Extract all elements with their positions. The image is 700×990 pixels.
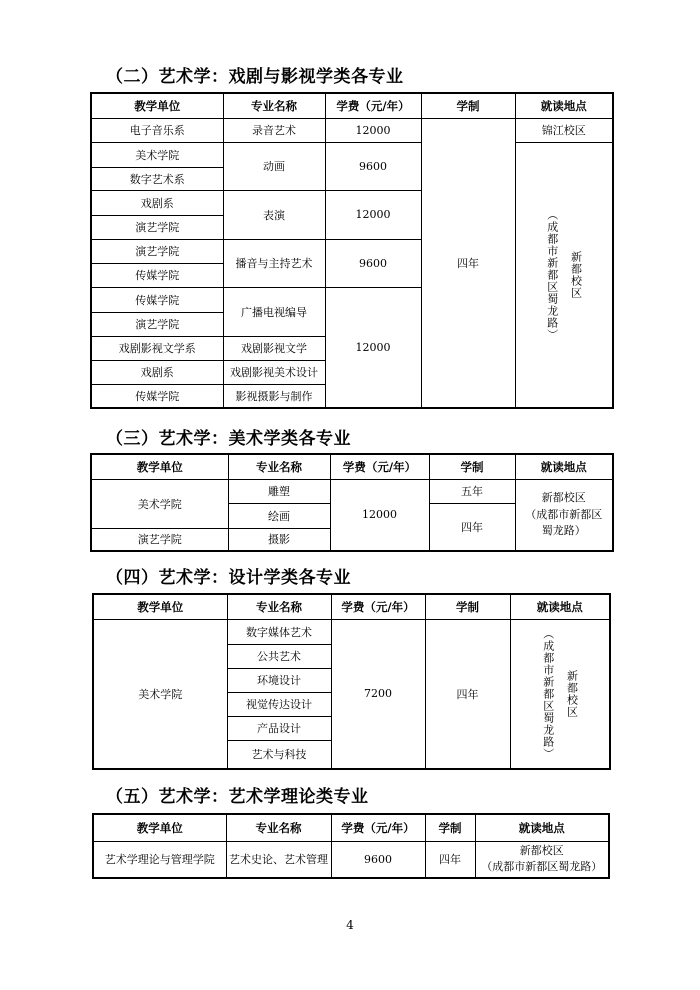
header-fee: 学费（元/年） <box>330 454 429 479</box>
header-unit: 教学单位 <box>93 594 227 619</box>
major-cell: 绘画 <box>228 503 330 528</box>
major-cell: 艺术与科技 <box>227 740 331 769</box>
unit-cell: 美术学院 <box>91 142 223 167</box>
unit-cell: 美术学院 <box>93 619 227 769</box>
unit-cell: 戏剧系 <box>91 190 223 215</box>
section4-table <box>92 593 611 770</box>
duration-cell: 五年 <box>429 479 515 503</box>
major-cell: 表演 <box>223 190 325 239</box>
unit-cell: 电子音乐系 <box>91 118 223 142</box>
unit-cell: 演艺学院 <box>91 312 223 336</box>
section5-title: （五）艺术学：艺术学理论类专业 <box>106 787 369 807</box>
major-cell: 播音与主持艺术 <box>223 239 325 287</box>
major-cell: 视觉传达设计 <box>227 692 331 716</box>
major-cell: 雕塑 <box>228 479 330 503</box>
unit-cell: 戏剧系 <box>91 360 223 384</box>
header-major: 专业名称 <box>228 454 330 479</box>
fee-cell: 9600 <box>325 142 421 190</box>
section4-title: （四）艺术学：设计学类各专业 <box>106 568 351 588</box>
header-major: 专业名称 <box>226 814 331 841</box>
location-main-label: 新都校区 <box>569 250 583 299</box>
major-cell: 录音艺术 <box>223 118 325 142</box>
table-row <box>93 841 609 878</box>
header-unit: 教学单位 <box>93 814 226 841</box>
major-cell: 影视摄影与制作 <box>223 384 325 408</box>
major-cell: 艺术史论、艺术管理 <box>226 841 331 878</box>
major-cell: 广播电视编导 <box>223 287 325 336</box>
unit-cell: 演艺学院 <box>91 239 223 263</box>
duration-cell: 四年 <box>425 619 510 769</box>
fee-cell: 12000 <box>330 479 429 551</box>
duration-cell: 四年 <box>421 118 515 408</box>
major-cell: 动画 <box>223 142 325 190</box>
unit-cell: 传媒学院 <box>91 384 223 408</box>
table-header-row <box>91 93 613 118</box>
unit-cell: 演艺学院 <box>91 528 228 551</box>
location-cell: 锦江校区 <box>515 118 613 142</box>
duration-cell: 四年 <box>425 841 475 878</box>
table-row <box>93 619 610 644</box>
fee-cell: 9600 <box>325 239 421 287</box>
duration-cell: 四年 <box>429 503 515 551</box>
major-cell: 公共艺术 <box>227 644 331 668</box>
location-cell <box>510 619 610 769</box>
header-major: 专业名称 <box>227 594 331 619</box>
header-major: 专业名称 <box>223 93 325 118</box>
fee-cell: 7200 <box>331 619 425 769</box>
location-main-label: 新都校区 <box>565 669 579 718</box>
header-fee: 学费（元/年） <box>325 93 421 118</box>
unit-cell: 演艺学院 <box>91 215 223 239</box>
major-cell: 摄影 <box>228 528 330 551</box>
header-fee: 学费（元/年） <box>331 814 425 841</box>
location-line: 蜀龙路） <box>541 524 586 537</box>
header-location: 就读地点 <box>515 93 613 118</box>
header-unit: 教学单位 <box>91 454 228 479</box>
header-location: 就读地点 <box>475 814 609 841</box>
section2-title: （二）艺术学：戏剧与影视学类各专业 <box>106 67 404 87</box>
header-duration: 学制 <box>425 814 475 841</box>
header-location: 就读地点 <box>515 454 613 479</box>
header-unit: 教学单位 <box>91 93 223 118</box>
table-header-row <box>93 814 609 841</box>
section5-table <box>92 813 610 879</box>
unit-cell: 数字艺术系 <box>91 167 223 190</box>
table-row <box>91 479 613 503</box>
location-main-address: （成都市新都区蜀龙路） <box>541 627 555 760</box>
major-cell: 戏剧影视文学 <box>223 336 325 360</box>
section3-title: （三）艺术学：美术学类各专业 <box>106 429 351 449</box>
header-duration: 学制 <box>421 93 515 118</box>
header-duration: 学制 <box>425 594 510 619</box>
location-cell <box>515 479 613 551</box>
header-duration: 学制 <box>429 454 515 479</box>
fee-cell: 12000 <box>325 190 421 239</box>
major-cell: 环境设计 <box>227 668 331 692</box>
location-main-address: （成都市新都区蜀龙路） <box>545 208 559 341</box>
page-number: 4 <box>346 918 354 932</box>
location-line: 新都校区 <box>519 843 564 857</box>
unit-cell: 传媒学院 <box>91 263 223 287</box>
fee-cell: 12000 <box>325 287 421 408</box>
location-cell <box>475 841 609 878</box>
header-location: 就读地点 <box>510 594 610 619</box>
major-cell: 数字媒体艺术 <box>227 619 331 644</box>
table-row <box>91 142 613 167</box>
major-cell: 戏剧影视美术设计 <box>223 360 325 384</box>
location-line: （成都市新都区 <box>525 507 603 521</box>
location-cell <box>515 142 613 408</box>
section3-table <box>90 453 614 552</box>
table-row <box>91 118 613 142</box>
fee-cell: 12000 <box>325 118 421 142</box>
header-fee: 学费（元/年） <box>331 594 425 619</box>
table-header-row <box>91 454 613 479</box>
unit-cell: 艺术学理论与管理学院 <box>93 841 226 878</box>
major-cell: 产品设计 <box>227 716 331 740</box>
location-line: （成都市新都区蜀龙路） <box>481 860 603 874</box>
fee-cell: 9600 <box>331 841 425 878</box>
unit-cell: 传媒学院 <box>91 287 223 312</box>
location-line: 新都校区 <box>541 491 586 504</box>
table-header-row <box>93 594 610 619</box>
unit-cell: 美术学院 <box>91 479 228 528</box>
section2-table <box>90 92 614 409</box>
unit-cell: 戏剧影视文学系 <box>91 336 223 360</box>
